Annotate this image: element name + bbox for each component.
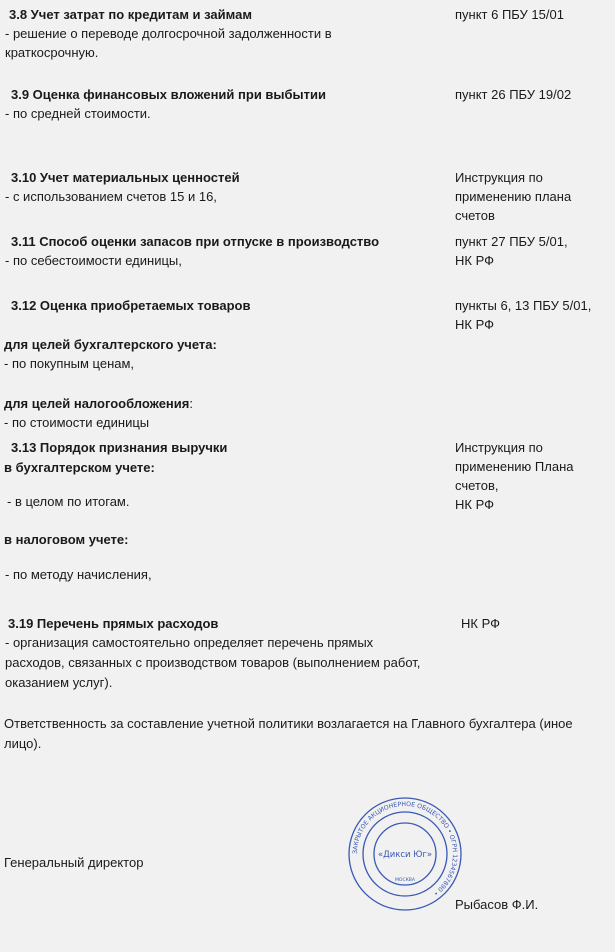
section-3-19-text-line1: - организация самостоятельно определяет перечень прямых	[5, 635, 374, 650]
section-3-12-accounting-heading: для целей бухгалтерского учета:	[4, 337, 217, 352]
section-3-13-reference-line4: НК РФ	[455, 497, 494, 512]
stamp-company-name: «Дикси Юг»	[377, 850, 433, 860]
section-3-9-text-line1: - по средней стоимости.	[5, 106, 151, 121]
section-3-8-text-line2: краткосрочную.	[5, 45, 99, 60]
section-3-13-reference-line2: применению Плана	[455, 459, 574, 474]
section-3-13-reference-line3: счетов,	[455, 478, 499, 493]
section-3-19-text-line2: расходов, связанных с производством товаров (выполнением работ,	[5, 655, 421, 670]
section-3-10-reference-line1: Инструкция по	[455, 170, 543, 185]
section-3-13-reference-line1: Инструкция по	[455, 440, 543, 455]
section-3-12-reference-line1: пункты 6, 13 ПБУ 5/01,	[455, 298, 592, 313]
section-3-13-title: 3.13 Порядок признания выручки	[11, 440, 228, 455]
section-3-11-title: 3.11 Способ оценки запасов при отпуске в производство	[11, 234, 380, 249]
section-3-12-tax-heading-bold: для целей налогообложения	[4, 396, 190, 411]
responsibility-text-line1: Ответственность за составление учетной политики возлагается на Главного бухгалтера (иное	[4, 716, 573, 731]
section-3-12-tax-heading	[4, 394, 193, 413]
director-position: Генеральный директор	[4, 855, 144, 870]
section-3-12-tax-text: - по стоимости единицы	[4, 415, 150, 430]
section-3-12-accounting-text: - по покупным ценам,	[4, 356, 135, 371]
section-3-11-text-line1: - по себестоимости единицы,	[5, 253, 182, 268]
section-3-11-reference-line2: НК РФ	[455, 253, 494, 268]
stamp-ring-text: ЗАКРЫТОЕ АКЦИОНЕРНОЕ ОБЩЕСТВО • ОГРН 1234567890 •	[351, 800, 459, 897]
section-3-13-tax-heading: в налоговом учете:	[4, 532, 129, 547]
section-3-19-reference: НК РФ	[461, 616, 500, 631]
section-3-12-title: 3.12 Оценка приобретаемых товаров	[11, 298, 251, 313]
section-3-9-title: 3.9 Оценка финансовых вложений при выбытии	[11, 87, 326, 102]
section-3-10-reference-line3: счетов	[455, 208, 495, 223]
section-3-11-reference-line1: пункт 27 ПБУ 5/01,	[455, 234, 568, 249]
section-3-19-text-line3: оказанием услуг).	[5, 675, 113, 690]
stamp-city: МОСКВА	[395, 878, 415, 883]
responsibility-text-line2: лицо).	[4, 736, 42, 751]
director-name: Рыбасов Ф.И.	[455, 897, 539, 912]
section-3-12-tax-heading-colon: :	[189, 396, 193, 411]
section-3-10-reference-line2: применению плана	[455, 189, 572, 204]
section-3-19-title: 3.19 Перечень прямых расходов	[8, 616, 219, 631]
section-3-12-reference-line2: НК РФ	[455, 317, 494, 332]
section-3-10-text-line1: - с использованием счетов 15 и 16,	[5, 189, 217, 204]
section-3-9-reference: пункт 26 ПБУ 19/02	[455, 87, 572, 102]
section-3-8-title: 3.8 Учет затрат по кредитам и займам	[9, 7, 252, 22]
section-3-8-reference: пункт 6 ПБУ 15/01	[455, 7, 564, 22]
section-3-10-title: 3.10 Учет материальных ценностей	[11, 170, 240, 185]
section-3-8-text-line1: - решение о переводе долгосрочной задолженности в	[5, 26, 332, 41]
company-stamp	[346, 795, 464, 913]
section-3-13-accounting-text: - в целом по итогам.	[7, 494, 130, 509]
section-3-13-accounting-heading: в бухгалтерском учете:	[4, 460, 155, 475]
section-3-13-tax-text: - по методу начисления,	[5, 567, 152, 582]
